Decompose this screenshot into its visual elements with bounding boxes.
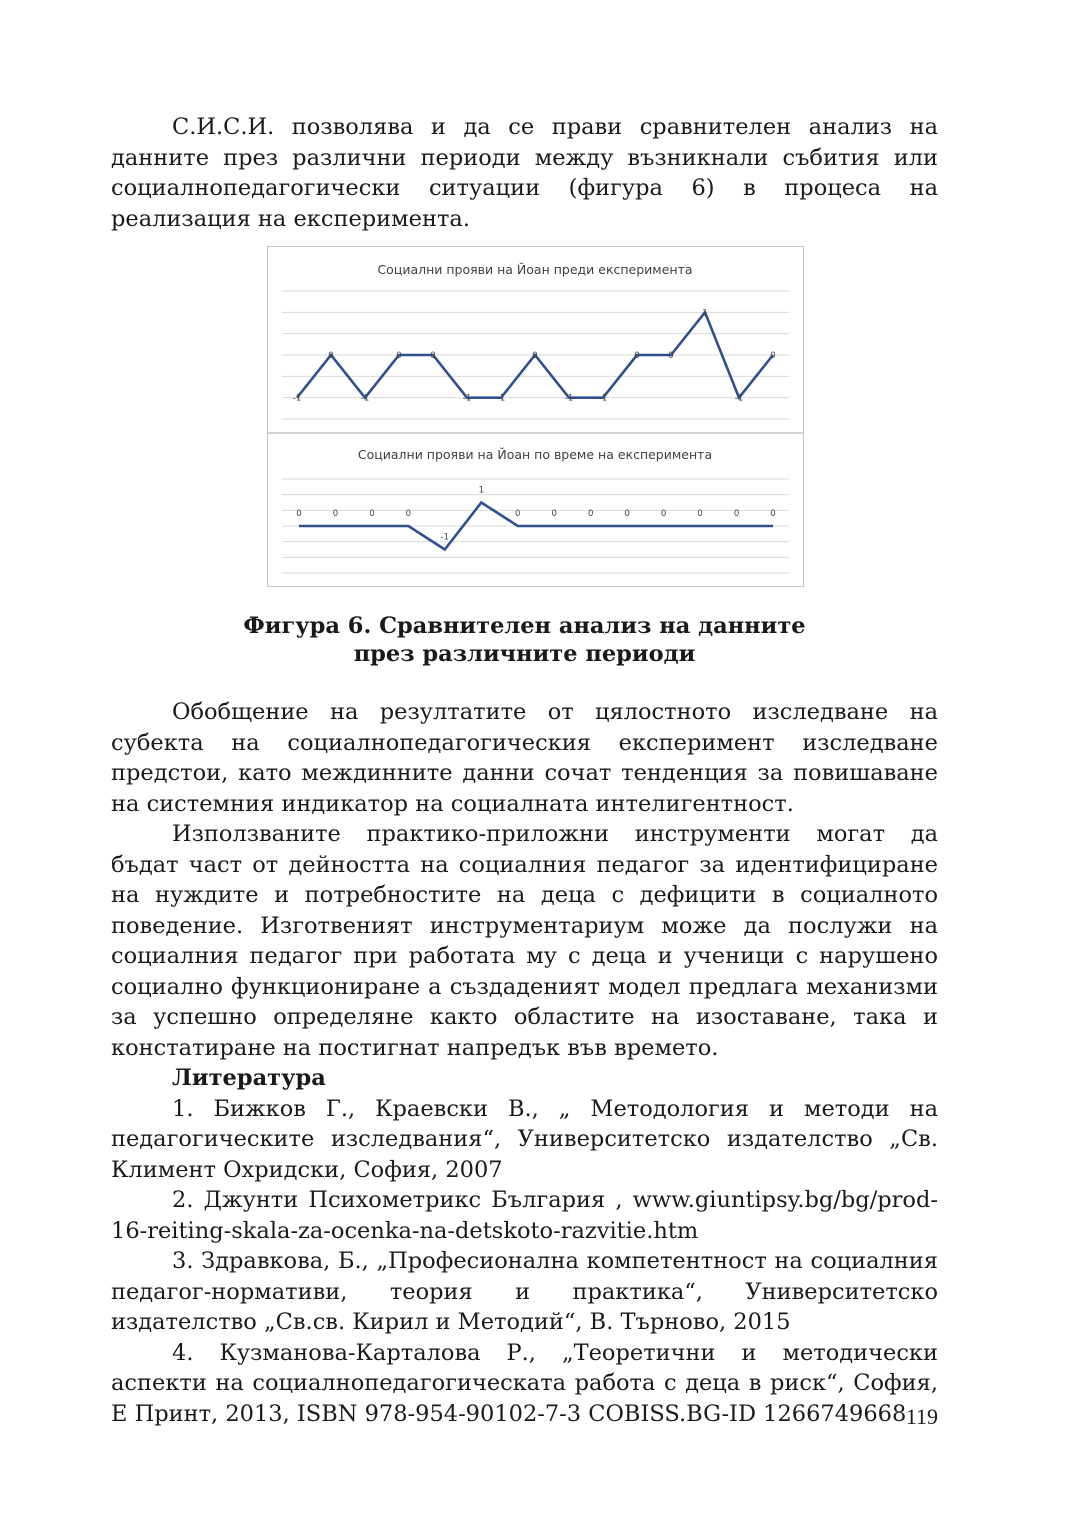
chart-before-data-label: 0 xyxy=(396,351,402,361)
chart-during-data-label: 0 xyxy=(296,509,302,519)
summary-block xyxy=(111,697,938,1429)
chart-during-data-label: 0 xyxy=(332,509,339,519)
chart-during-data-label: 0 xyxy=(587,509,594,519)
summary-paragraph-2: Използваните практико-приложни инструменти могат да бъдат част от дейността на социалния педагог за идентифициране на нуждите и потребностите на деца с дефицити в социалното поведение. Изготвеният инструментариум може да послужи на социалния педагог при работата му с деца и ученици с нарушено социално функциониране а създаденият модел предлага механизми за успешно определяне както областите на изоставане, така и констатиране на постигнат напредък във времето. xyxy=(111,821,938,1061)
chart-before-data-label: -1 xyxy=(734,393,744,404)
chart-before-data-label: -1 xyxy=(598,393,608,404)
chart-before-data-label: 0 xyxy=(430,351,436,361)
chart-before-title: Социални прояви на Йоан преди експеримента xyxy=(377,262,693,277)
chart-during-data-label: 0 xyxy=(515,509,521,519)
chart-during-data-label: 0 xyxy=(733,509,740,519)
chart-during-data-label: 0 xyxy=(405,509,412,519)
intro-block xyxy=(111,112,938,234)
chart-before-data-label: -1 xyxy=(496,393,506,404)
chart-before-data-label: 0 xyxy=(770,351,776,361)
chart-before-data-label: -1 xyxy=(564,393,574,404)
figure-6-charts xyxy=(268,247,803,586)
summary-paragraph-1: Обобщение на резултатите от цялостното изследване на субекта на социалнопедагогическия експеримент изследване предстои, като междинните данни сочат тенденция за повишаване на системния индикатор на социалната интелигентност. xyxy=(111,699,938,817)
chart-during-data-label: 0 xyxy=(624,509,630,519)
chart-before-data-label: 0 xyxy=(634,351,640,361)
chart-during-data-label: -1 xyxy=(440,532,450,543)
chart-before-data-label: -1 xyxy=(292,393,302,404)
chart-during-data-label: 0 xyxy=(660,509,667,519)
chart-before-data-label: 0 xyxy=(532,351,538,361)
references-heading: Литература xyxy=(172,1065,326,1091)
figure-caption-line1: Фигура 6. Сравнителен анализ на данните xyxy=(243,613,806,639)
figure-caption-line2: през различните периоди xyxy=(353,641,696,667)
chart-during-data-label: 0 xyxy=(770,509,776,519)
chart-during-data-label: 0 xyxy=(369,509,375,519)
chart-before-data-label: 0 xyxy=(328,351,334,361)
page-number: 119 xyxy=(905,1404,938,1429)
chart-before-data-label: -1 xyxy=(360,393,370,404)
reference-item: 4. Кузманова-Карталова Р., „Теоретични и методически аспекти на социалнопедагогическата работа с деца в риск“, София, Е Принт, 2013, ISBN 978-954-90102-7-3 COBISS.BG-ID 1266749668 xyxy=(111,1339,938,1427)
figure-caption xyxy=(111,612,938,668)
chart-during-title: Социални прояви на Йоан по време на експеримента xyxy=(357,447,713,462)
reference-item: 3. Здравкова, Б., „Професионална компетентност на социалния педагог-нормативи, теория и практика“, Университетско издателство „Св.св. Кирил и Методий“, В. Търново, 2015 xyxy=(111,1248,938,1335)
reference-item: 1. Бижков Г., Краевски В., „ Методология и методи на педагогическите изследвания“, Университетско издателство „Св. Климент Охридски, София, 2007 xyxy=(111,1095,938,1183)
chart-during-data-label: 1 xyxy=(478,485,485,496)
chart-before-data-label: 0 xyxy=(668,351,674,361)
intro-paragraph: С.И.С.И. позволява и да се прави сравнителен анализ на данните през различни периоди между възникнали събития или социалнопедагогически ситуации (фигура 6) в процеса на реализация на експеримента. xyxy=(111,114,938,232)
chart-before-data-label: -1 xyxy=(462,393,472,404)
chart-during-data-label: 0 xyxy=(697,509,703,519)
chart-before-data-label: 1 xyxy=(702,308,708,319)
reference-item: 2. Джунти Психометрикс България , www.giuntipsy.bg/bg/prod-16-reiting-skala-za-ocenka-na-detskoto-razvitie.htm xyxy=(111,1187,938,1244)
figure-6 xyxy=(267,246,804,587)
chart-during-data-label: 0 xyxy=(551,509,557,519)
